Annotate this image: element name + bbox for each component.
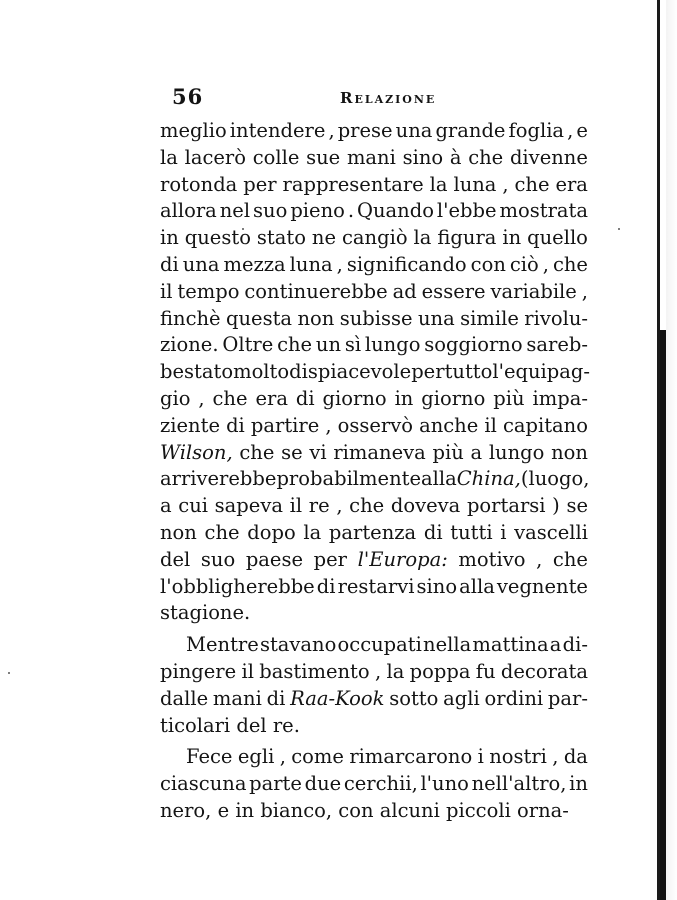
- text-line: pingere il bastimento , la poppa fu decorata: [160, 659, 588, 683]
- text-line: zione. Oltre che un sì lungo soggiorno sareb-: [160, 333, 588, 357]
- paper-speck: [8, 672, 10, 674]
- text-line: del suo paese per l'Europa: motivo , che: [160, 547, 588, 571]
- text-line: ciascuna parte due cerchii, l'uno nell'altro, in: [160, 772, 588, 796]
- text-line: la lacerò colle sue mani sino à che divenne: [160, 145, 588, 169]
- text-line: dalle mani di Raa-Kook sotto agli ordini par-: [160, 686, 588, 710]
- page-header: [172, 84, 592, 114]
- running-title: Relazione: [340, 89, 437, 107]
- text-line: ziente di partire , osservò anche il capitano: [160, 413, 588, 437]
- page-gutter: [666, 0, 677, 900]
- text-line: Wilson, che se vi rimaneva più a lungo non: [160, 440, 588, 464]
- text-line: meglio intendere , prese una grande foglia , e: [160, 119, 588, 142]
- text-line: non che dopo la partenza di tutti i vascelli: [160, 520, 588, 544]
- paper-speck: [618, 228, 620, 230]
- text-line: di una mezza luna , significando con ciò , che: [160, 252, 588, 276]
- text-line: finchè questa non subisse una simile rivolu-: [160, 306, 588, 330]
- text-line: Mentre stavano occupati nella mattina a di-: [186, 633, 588, 657]
- text-line: Fece egli , come rimarcarono i nostri , da: [186, 745, 588, 769]
- text-line: in questo stato ne cangiò la figura in quello: [160, 226, 588, 250]
- body-text: [160, 118, 588, 825]
- text-line: a cui sapeva il re , che doveva portarsi ) se: [160, 494, 588, 518]
- text-line: stagione.: [160, 601, 251, 625]
- text-line: arriverebbe probabilmente alla China, ( luogo ,: [160, 467, 590, 491]
- text-line: l'obbligherebbe di restarvi sino alla vegnente: [160, 574, 588, 598]
- text-line: rotonda per rappresentare la luna , che era: [160, 172, 588, 196]
- page-number: 56: [172, 84, 204, 109]
- text-line: ticolari del re.: [160, 713, 300, 737]
- text-line: gio , che era di giorno in giorno più impa-: [160, 386, 588, 410]
- text-line: be stato molto dispiacevole per tutto l'equipag-: [160, 360, 590, 384]
- text-line: nero, e in bianco, con alcuni piccoli orna-: [160, 798, 569, 822]
- text-line: allora nel suo pieno . Quando l'ebbe mostrata: [160, 199, 588, 223]
- text-line: il tempo continuerebbe ad essere variabile ,: [160, 279, 588, 303]
